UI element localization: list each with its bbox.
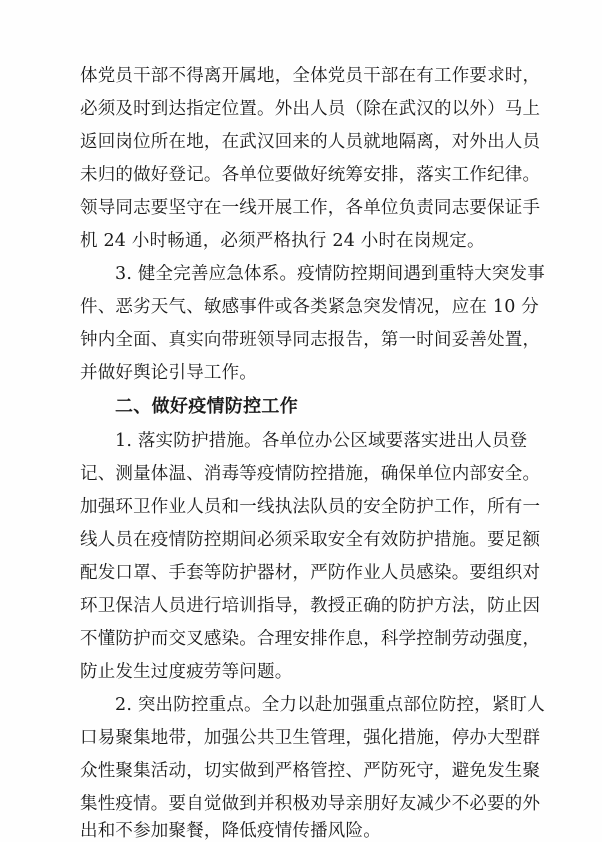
text-line: 并做好舆论引导工作。 xyxy=(80,363,257,383)
text-line: 口易聚集地带，加强公共卫生管理，强化措施，停办大型群 xyxy=(80,728,541,748)
text-line: 必须及时到达指定位置。外出人员（除在武汉的以外）马上 xyxy=(80,99,541,119)
text-line: 领导同志要坚守在一线开展工作，各单位负责同志要保证手 xyxy=(80,198,541,218)
text-line: 返回岗位所在地，在武汉回来的人员就地隔离，对外出人员 xyxy=(80,132,541,152)
text-line: 配发口罩、手套等防护器材，严防作业人员感染。要组织对 xyxy=(80,563,541,583)
text-line: 1. 落实防护措施。各单位办公区域要落实进出人员登 xyxy=(115,431,528,451)
text-line: 防止发生过度疲劳等问题。 xyxy=(80,662,293,682)
text-line: 记、测量体温、消毒等疫情防控措施，确保单位内部安全。 xyxy=(80,464,541,484)
text-line: 环卫保洁人员进行培训指导，教授正确的防护方法，防止因 xyxy=(80,596,541,616)
text-line: 体党员干部不得离开属地，全体党员干部在有工作要求时， xyxy=(80,66,541,86)
text-line: 众性聚集活动，切实做到严格管控、严防死守，避免发生聚 xyxy=(80,761,541,781)
text-line: 未归的做好登记。各单位要做好统筹安排，落实工作纪律。 xyxy=(80,165,541,185)
text-line: 2. 突出防控重点。全力以赴加强重点部位防控，紧盯人 xyxy=(115,695,545,715)
section-heading: 二、做好疫情防控工作 xyxy=(115,396,298,417)
text-line: 机 24 小时畅通，必须严格执行 24 小时在岗规定。 xyxy=(80,231,485,251)
text-line: 线人员在疫情防控期间必须采取安全有效防护措施。要足额 xyxy=(80,530,541,550)
text-line: 3. 健全完善应急体系。疫情防控期间遇到重特大突发事 xyxy=(115,264,545,284)
text-line: 集性疫情。要自觉做到并积极劝导亲朋好友减少不必要的外 xyxy=(80,794,541,814)
text-line: 件、恶劣天气、敏感事件或各类紧急突发情况，应在 10 分 xyxy=(80,297,539,317)
text-line: 钟内全面、真实向带班领导同志报告，第一时间妥善处置， xyxy=(80,330,541,350)
text-line: 不懂防护而交叉感染。合理安排作息，科学控制劳动强度， xyxy=(80,629,541,649)
text-line: 出和不参加聚餐，降低疫情传播风险。 xyxy=(80,821,381,841)
text-line: 加强环卫作业人员和一线执法队员的安全防护工作，所有一 xyxy=(80,497,541,517)
